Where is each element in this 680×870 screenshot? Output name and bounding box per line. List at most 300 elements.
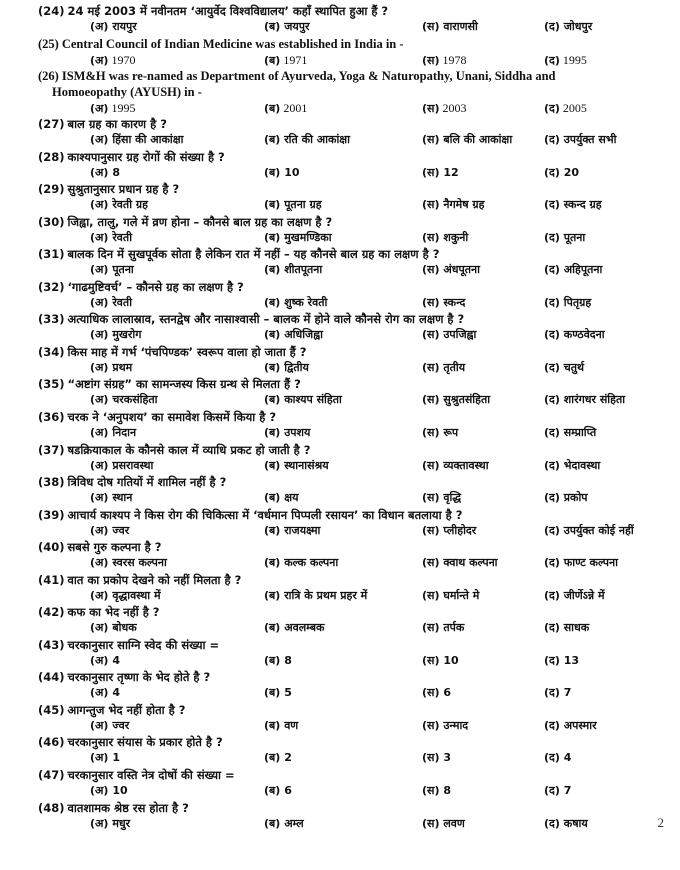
option-text: चतुर्थ — [563, 360, 585, 374]
option-text: बलि की आकांक्षा — [443, 133, 513, 147]
answer-option — [422, 262, 480, 278]
option-text: 1995 — [111, 101, 136, 116]
answer-option — [264, 458, 329, 474]
option-text: रति की आकांक्षा — [284, 133, 351, 147]
question-item — [38, 3, 660, 36]
option-text: 20 — [563, 165, 580, 179]
option-text: शारंगधर संहिता — [563, 393, 626, 407]
option-text: 10 — [443, 653, 459, 667]
question-number: (47) — [38, 768, 65, 783]
option-label: (अ) — [90, 816, 109, 830]
answer-option — [264, 197, 322, 213]
option-text: ज्वर — [112, 718, 130, 732]
question-number: (44) — [38, 670, 65, 685]
option-text: स्थान — [112, 491, 133, 505]
question-text: “अष्टांग संग्रह” का सामन्जस्य किस ग्रन्थ से मिलता हैं ? — [67, 377, 301, 392]
question-item — [38, 214, 660, 247]
question-text: 24 मई 2003 में नवीनतम ‘आयुर्वेद विश्वविद्यालय’ कहाँ स्थापित हुआ हैं ? — [67, 4, 389, 18]
answer-option — [90, 19, 137, 35]
option-row — [52, 425, 662, 441]
question-line — [38, 311, 464, 327]
option-label: (स) — [422, 751, 440, 765]
option-row — [52, 360, 662, 376]
question-number: (40) — [38, 540, 65, 555]
answer-option — [544, 458, 600, 474]
answer-option — [90, 295, 132, 311]
answer-option — [544, 230, 585, 246]
question-item — [38, 734, 660, 767]
option-text: उपजिह्वा — [443, 328, 477, 342]
option-label: (द) — [544, 230, 560, 244]
question-number: (48) — [38, 800, 65, 815]
option-label: (ब) — [264, 165, 281, 179]
answer-option — [544, 295, 591, 311]
answer-option — [544, 52, 587, 68]
option-label: (स) — [422, 263, 440, 277]
question-line — [38, 409, 276, 425]
option-row — [52, 19, 662, 35]
answer-option — [422, 230, 468, 246]
answer-option — [90, 588, 161, 604]
answer-option — [264, 52, 307, 68]
option-text: अम्ल — [284, 816, 304, 830]
option-text: प्रसरावस्था — [112, 458, 154, 472]
answer-option — [90, 555, 167, 571]
option-label: (स) — [422, 53, 440, 67]
option-label: (स) — [422, 20, 440, 33]
answer-option — [422, 52, 467, 68]
option-row — [52, 197, 662, 213]
answer-option — [544, 523, 634, 539]
option-label: (अ) — [90, 360, 109, 374]
option-row — [52, 230, 662, 246]
answer-option — [90, 653, 120, 669]
option-label: (द) — [544, 491, 560, 505]
option-text: अवलम्बक — [284, 621, 325, 635]
question-text: ‘गाढमुष्टिवर्च’ – कौनसे ग्रह का लक्षण है ? — [67, 279, 244, 294]
option-label: (ब) — [264, 102, 281, 116]
question-number: (26) — [38, 69, 59, 84]
answer-option — [90, 360, 132, 376]
option-text: 7 — [563, 784, 572, 798]
answer-option — [90, 816, 130, 832]
option-text: 4 — [563, 751, 572, 765]
option-label: (ब) — [264, 393, 281, 407]
option-text: वृद्धावस्था में — [112, 588, 161, 602]
option-text: 2005 — [562, 101, 587, 116]
question-line — [38, 442, 310, 458]
answer-option — [264, 295, 327, 311]
answer-option — [422, 783, 451, 799]
answer-option — [264, 490, 298, 506]
option-text: 6 — [443, 686, 451, 700]
question-line — [38, 669, 210, 685]
option-text: पूतना ग्रह — [284, 198, 322, 212]
answer-option — [90, 783, 128, 799]
option-row — [52, 750, 662, 766]
answer-option — [422, 392, 490, 408]
question-number: (32) — [38, 279, 65, 294]
option-text: मधुर — [112, 816, 131, 830]
question-number: (39) — [38, 507, 65, 522]
option-text: हिंसा की आकांक्षा — [112, 133, 184, 147]
option-label: (द) — [544, 102, 560, 116]
option-label: (ब) — [264, 263, 281, 277]
question-number: (30) — [38, 214, 65, 229]
question-text: चरकानुसार तृष्णा के भेद होते है ? — [67, 670, 211, 685]
option-text: 8 — [443, 784, 451, 798]
answer-option — [264, 165, 300, 181]
option-text: 3 — [443, 751, 451, 765]
option-label: (ब) — [264, 295, 281, 309]
option-label: (स) — [422, 133, 440, 147]
answer-option — [264, 425, 310, 441]
option-label: (अ) — [90, 556, 109, 570]
question-number: (46) — [38, 735, 65, 750]
answer-option — [264, 100, 307, 116]
option-text: 8 — [112, 165, 120, 179]
answer-option — [264, 750, 292, 766]
question-text: चरकानुसार वस्ति नेत्र दोषों की संख्या = — [67, 768, 235, 783]
question-item — [38, 572, 660, 605]
option-text: 1970 — [111, 52, 136, 67]
answer-option — [544, 750, 571, 766]
option-row — [52, 327, 662, 343]
question-text: चरक ने ‘अनुपशय’ का समावेश किसमें किया है ? — [67, 410, 277, 425]
option-label: (द) — [544, 816, 560, 830]
option-text: 10 — [112, 784, 128, 798]
option-label: (अ) — [90, 230, 109, 244]
question-number: (27) — [38, 117, 65, 132]
option-text: भेदावस्था — [563, 458, 601, 472]
question-text-continued: Homoeopathy (AYUSH) in - — [52, 85, 202, 100]
question-item — [38, 376, 660, 409]
question-text: काश्यपानुसार ग्रह रोगों की संख्या है ? — [67, 149, 225, 164]
answer-option — [422, 295, 465, 311]
question-number: (31) — [38, 247, 65, 262]
option-label: (द) — [544, 360, 560, 374]
answer-option — [90, 425, 136, 441]
answer-option — [264, 19, 309, 35]
option-row — [52, 718, 662, 734]
answer-option — [422, 132, 512, 148]
option-label: (द) — [544, 133, 560, 147]
option-text: वृद्धि — [443, 491, 462, 505]
question-text: आचार्य काश्यप ने किस रोग की चिकित्सा में ‘वर्धमान पिप्पली रसायन’ का विधान बतलाया है ? — [67, 507, 463, 522]
answer-option — [544, 165, 579, 181]
option-text: लवण — [443, 816, 465, 830]
question-number: (24) — [38, 4, 65, 18]
option-label: (ब) — [264, 816, 281, 830]
option-text: अधिजिह्वा — [284, 328, 323, 342]
answer-option — [422, 327, 476, 343]
question-text: बाल ग्रह का कारण है ? — [67, 117, 167, 132]
answer-option — [544, 262, 602, 278]
option-text: स्कन्द ग्रह — [563, 198, 602, 212]
option-text: 1995 — [562, 52, 587, 67]
answer-option — [90, 685, 120, 701]
option-text: साधक — [563, 621, 590, 635]
answer-option — [422, 458, 489, 474]
option-label: (ब) — [264, 653, 281, 667]
option-text: 2003 — [442, 101, 467, 116]
option-text: काश्यप संहिता — [284, 393, 342, 407]
answer-option — [264, 653, 292, 669]
option-label: (अ) — [90, 198, 109, 212]
answer-option — [90, 490, 132, 506]
question-text: बालक दिन में सुखपूर्वक सोता है लेकिन रात में नहीं – यह कौनसे बाल ग्रह का लक्षण है ? — [67, 247, 440, 262]
question-text: सबसे गुरु कल्पना है ? — [67, 540, 162, 555]
option-label: (ब) — [264, 426, 281, 440]
option-label: (ब) — [264, 491, 281, 505]
answer-option — [422, 750, 451, 766]
question-text: षडक्रियाकाल के कौनसे काल में व्याधि प्रकट हो जाती है ? — [67, 442, 311, 457]
option-label: (अ) — [90, 102, 109, 116]
question-number: (29) — [38, 182, 65, 197]
option-label: (स) — [422, 165, 440, 179]
question-text: वात का प्रकोप देखने को नहीं मिलता है ? — [67, 572, 242, 587]
question-line — [38, 376, 301, 392]
option-row — [52, 555, 662, 571]
option-label: (स) — [422, 360, 440, 374]
answer-option — [422, 816, 465, 832]
option-label: (अ) — [90, 751, 109, 765]
option-label: (स) — [422, 295, 440, 309]
option-label: (स) — [422, 621, 440, 635]
question-item — [38, 507, 660, 540]
option-label: (अ) — [90, 328, 109, 342]
option-text: 1 — [112, 751, 120, 765]
question-item — [38, 279, 660, 312]
option-label: (ब) — [264, 20, 281, 33]
option-text: पूतना — [563, 230, 586, 244]
option-label: (ब) — [264, 751, 281, 765]
option-text: शीतपूतना — [284, 263, 323, 277]
answer-option — [422, 685, 451, 701]
question-text: वातशामक श्रेष्ठ रस होता है ? — [67, 800, 189, 815]
answer-option — [422, 360, 465, 376]
option-label: (अ) — [90, 686, 109, 700]
answer-option — [544, 555, 618, 571]
answer-option — [264, 816, 304, 832]
option-label: (अ) — [90, 295, 109, 309]
answer-option — [422, 718, 468, 734]
option-label: (द) — [544, 784, 560, 798]
answer-option — [422, 588, 479, 604]
answer-option — [264, 588, 367, 604]
answer-option — [264, 230, 332, 246]
question-text: आगन्तुज भेद नहीं होता है ? — [67, 702, 186, 717]
answer-option — [544, 100, 587, 116]
option-text: जोधपुर — [563, 20, 593, 33]
answer-option — [422, 490, 461, 506]
option-text: स्कन्द — [443, 295, 466, 309]
answer-option — [264, 523, 320, 539]
answer-option — [264, 685, 292, 701]
option-text: वाराणसी — [443, 20, 478, 33]
option-label: (अ) — [90, 588, 109, 602]
option-label: (ब) — [264, 360, 281, 374]
question-item — [38, 474, 660, 507]
option-row — [52, 165, 662, 181]
answer-option — [422, 165, 459, 181]
question-line — [38, 800, 189, 816]
answer-option — [264, 783, 292, 799]
answer-option — [544, 588, 605, 604]
option-label: (स) — [422, 686, 440, 700]
option-text: 1978 — [442, 52, 467, 67]
option-text: रायपुर — [112, 20, 137, 33]
option-label: (स) — [422, 102, 440, 116]
option-label: (ब) — [264, 588, 281, 602]
question-item — [38, 409, 660, 442]
option-label: (ब) — [264, 718, 281, 732]
option-text: नैगमेष ग्रह — [443, 198, 485, 212]
option-text: 10 — [284, 165, 300, 179]
question-line — [38, 279, 244, 295]
option-label: (स) — [422, 588, 440, 602]
answer-option — [90, 52, 135, 68]
answer-option — [422, 620, 464, 636]
answer-option — [422, 100, 467, 116]
answer-option — [544, 718, 597, 734]
option-label: (ब) — [264, 523, 281, 537]
option-label: (ब) — [264, 328, 281, 342]
answer-option — [90, 132, 184, 148]
option-text: पूतना — [112, 263, 134, 277]
option-label: (ब) — [264, 621, 281, 635]
answer-option — [90, 620, 137, 636]
option-row — [52, 295, 662, 311]
answer-option — [544, 620, 589, 636]
answer-option — [544, 19, 592, 35]
option-text: राजयक्ष्मा — [284, 523, 321, 537]
option-label: (द) — [544, 523, 560, 537]
question-text: सुश्रुतानुसार प्रधान ग्रह है ? — [67, 182, 180, 197]
option-text: 4 — [112, 653, 120, 667]
option-row — [52, 685, 662, 701]
question-item — [38, 181, 660, 214]
option-text: प्रथम — [112, 360, 133, 374]
option-label: (स) — [422, 653, 440, 667]
option-label: (अ) — [90, 523, 109, 537]
option-label: (ब) — [264, 784, 281, 798]
option-text: तृतीय — [443, 360, 466, 374]
option-text: द्वितीय — [284, 360, 309, 374]
option-label: (द) — [544, 263, 560, 277]
question-item — [38, 246, 660, 279]
question-number: (38) — [38, 475, 65, 490]
answer-option — [90, 197, 148, 213]
answer-option — [422, 425, 458, 441]
answer-option — [544, 783, 571, 799]
question-line — [38, 181, 179, 197]
answer-option — [422, 19, 478, 35]
option-text: सम्प्राप्ति — [563, 426, 597, 440]
option-label: (स) — [422, 230, 440, 244]
option-label: (ब) — [264, 133, 281, 147]
option-label: (स) — [422, 393, 440, 407]
question-line — [38, 507, 462, 523]
option-text: तर्पक — [443, 621, 465, 635]
option-label: (द) — [544, 621, 560, 635]
answer-option — [90, 750, 120, 766]
option-text: चरकसंहिता — [112, 393, 158, 407]
option-text: जयपुर — [284, 20, 310, 33]
option-label: (ब) — [264, 53, 281, 67]
option-text: क्षय — [284, 491, 299, 505]
option-label: (द) — [544, 458, 560, 472]
option-text: रेवती ग्रह — [112, 198, 148, 212]
question-line — [38, 604, 159, 620]
answer-option — [264, 620, 324, 636]
option-text: ज्वर — [112, 523, 130, 537]
option-text: वण — [284, 718, 299, 732]
option-text: अपस्मार — [563, 718, 597, 732]
option-text: 1971 — [283, 52, 308, 67]
option-text: 12 — [443, 165, 459, 179]
option-label: (स) — [422, 198, 440, 212]
answer-option — [90, 458, 153, 474]
answer-option — [422, 653, 459, 669]
option-text: प्लीहोदर — [443, 523, 477, 537]
question-text: कफ का भेद नहीं है ? — [67, 605, 160, 620]
answer-option — [544, 392, 625, 408]
answer-option — [544, 327, 605, 343]
question-item — [38, 68, 660, 116]
question-number: (37) — [38, 442, 65, 457]
answer-option — [544, 360, 584, 376]
option-text: शकुनी — [443, 230, 469, 244]
answer-option — [264, 262, 322, 278]
option-text: मुखमण्डिका — [284, 230, 332, 244]
answer-option — [90, 100, 135, 116]
option-label: (अ) — [90, 393, 109, 407]
option-label: (स) — [422, 816, 440, 830]
option-text: प्रकोप — [563, 491, 588, 505]
question-text: चरकानुसार साग्नि स्वेद की संख्या = — [67, 637, 220, 652]
question-line — [38, 767, 235, 783]
option-label: (अ) — [90, 20, 109, 33]
answer-option — [264, 718, 298, 734]
question-line — [38, 3, 388, 19]
answer-option — [264, 555, 338, 571]
option-label: (स) — [422, 556, 440, 570]
option-label: (स) — [422, 426, 440, 440]
option-row — [52, 816, 662, 832]
answer-option — [264, 392, 342, 408]
answer-option — [90, 230, 132, 246]
option-row — [52, 523, 662, 539]
option-label: (अ) — [90, 653, 109, 667]
option-label: (ब) — [264, 686, 281, 700]
option-text: उपर्युक्त सभी — [563, 133, 617, 147]
question-line — [38, 149, 225, 165]
option-label: (द) — [544, 588, 560, 602]
option-row — [52, 653, 662, 669]
option-label: (द) — [544, 751, 560, 765]
option-row — [52, 490, 662, 506]
question-line — [38, 474, 226, 490]
question-line — [38, 116, 167, 132]
option-text: स्थानासंश्रय — [284, 458, 329, 472]
answer-option — [90, 523, 129, 539]
answer-option — [90, 392, 158, 408]
option-label: (ब) — [264, 230, 281, 244]
question-item — [38, 767, 660, 800]
option-label: (अ) — [90, 621, 109, 635]
option-label: (द) — [544, 426, 560, 440]
